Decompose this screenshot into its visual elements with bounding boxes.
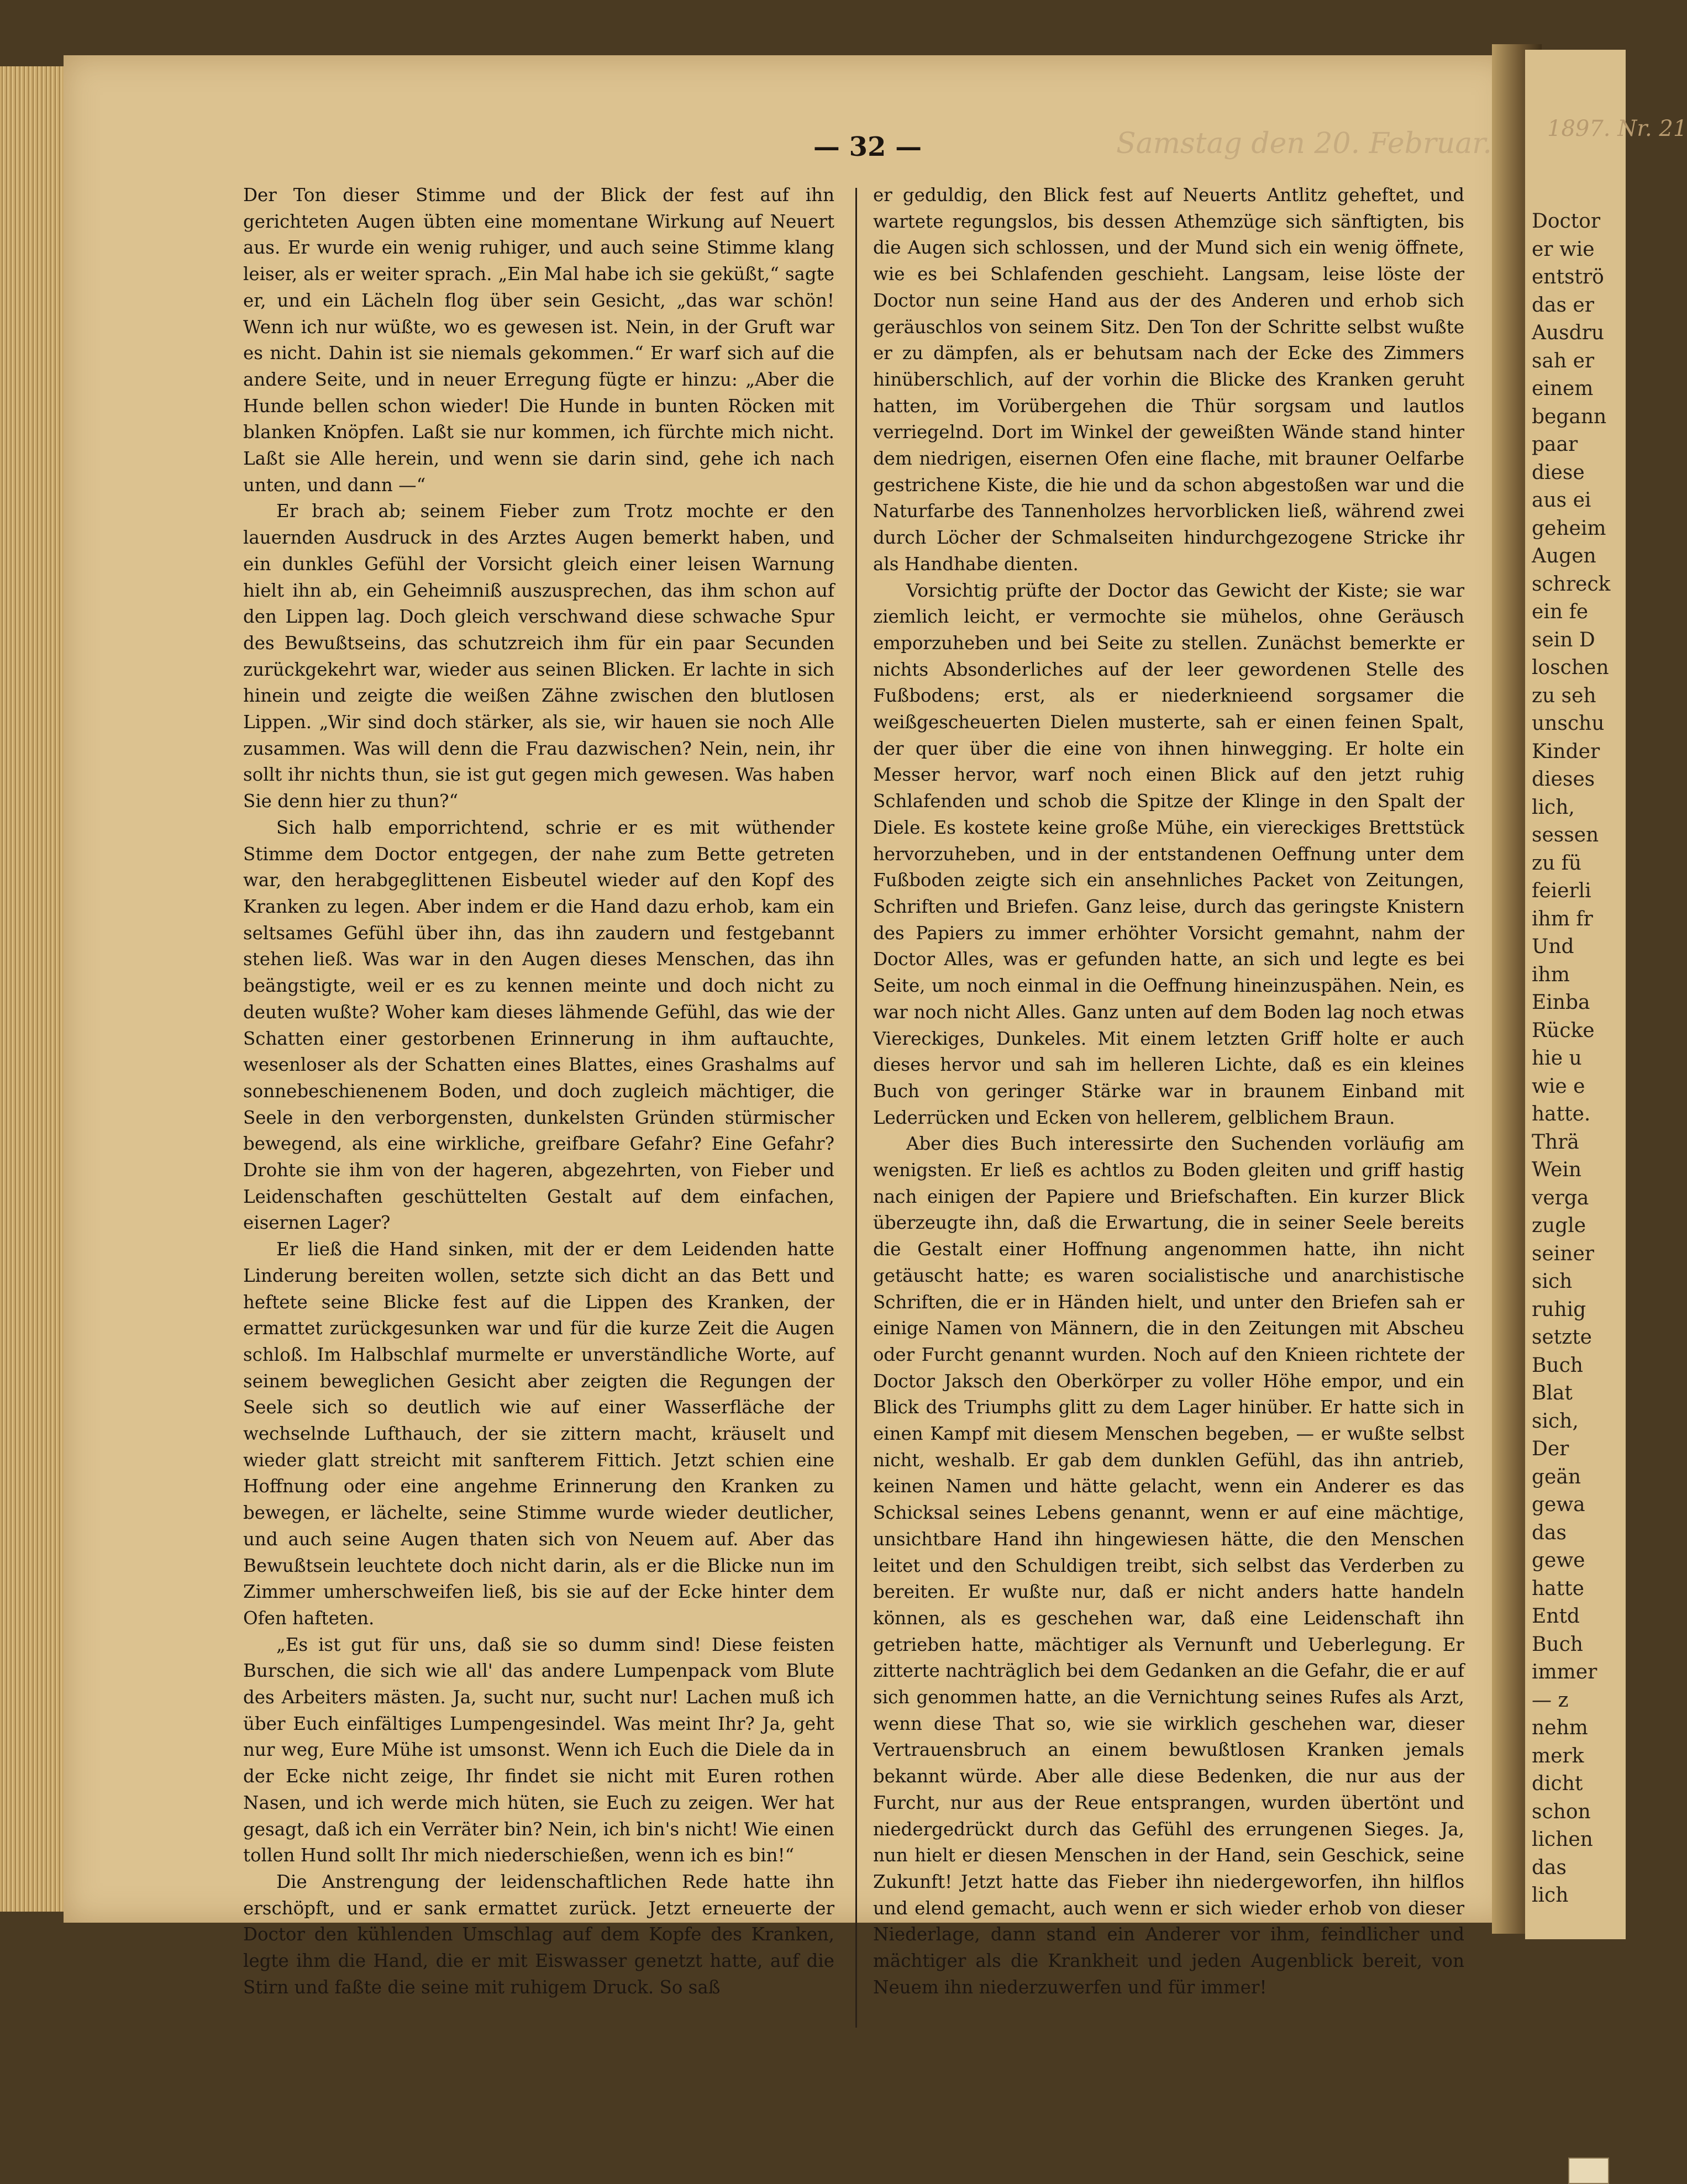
next-page-fragment: sich, [1532,1409,1579,1433]
paragraph: Sich halb emporrichtend, schrie er es mit wüthender Stimme dem Doctor entgegen, der nahe zum Bette getreten war, den herabgeglittenen Eisbeutel wieder auf den Kopf des Kranken zu legen. Aber indem er die Hand dazu erhob, kam ein seltsames Gefühl über ihn, das ihn zaudern und festgebannt stehen ließ. Was war in den Augen dieses Menschen, das ihn beängstigte, weil er es zu kennen meinte und doch nicht zu deuten wußte? Woher kam dieses lähmende Gefühl, das wie der Schatten einer gestorbenen Erinnerung in ihm auftauchte, wesenloser als der Schatten eines Blattes, eines Grashalms auf sonnebeschienenem Boden, und doch zugleich mächtiger, die Seele in den verborgensten, dunkelsten Gründen stürmischer bewegend, als eine wirkliche, greifbare Gefahr? Eine Gefahr? Drohte sie ihm von der hageren, abgezehrten, von Fieber und Leidenschaften geschüttelten Gestalt auf dem einfachen, eisernen Lager? [243,817,834,1234]
next-page-fragment: paar [1532,433,1578,456]
next-page-faded-header: 1897. Nr. 21 [1547,116,1687,141]
next-page-fragment: Entd [1532,1605,1580,1628]
next-page-fragment: nehm [1532,1717,1588,1739]
next-page-fragment: ein fe [1532,601,1589,623]
next-page-fragment: sein D [1532,628,1595,651]
paragraph: Er ließ die Hand sinken, mit der er dem Leidenden hatte Linderung bereiten wollen, setzte sich dicht an das Bett und heftete seine Blicke fest auf die Lippen des Kranken, der ermattet zurückgesunken war und für die kurze Zeit die Augen schloß. Im Halbschlaf murmelte er unverständliche Worte, auf seinem beweglichen Gesicht aber zeigten die Regungen der Seele sich so deutlich wie auf einer Wasserfläche der wechselnde Lufthauch, der sie zittern macht, kräuselt und wieder glatt streicht mit sanfterem Fittich. Jetzt schien eine Hoffnung oder eine angehme Erinnerung den Kranken zu bewegen, er lächelte, seine Stimme wurde wieder deutlicher, und auch seine Augen thaten sich von Neuem auf. Aber das Bewußtsein leuchtete doch nicht darin, als er die Blicke nun im Zimmer umherschweifen ließ, bis sie auf der Ecke hinter dem Ofen hafteten. [243,1239,834,1629]
page-number: — 32 — [813,131,922,162]
next-page-fragment: Kinder [1532,740,1600,763]
next-page-fragment: schon [1532,1800,1591,1823]
next-page-fragment: seiner [1532,1242,1594,1265]
next-page-fragment: feierli [1532,880,1591,902]
paragraph: Vorsichtig prüfte der Doctor das Gewicht der Kiste; sie war ziemlich leicht, er vermochte sie mühelos, ohne Geräusch emporzuheben und bei Seite zu stellen. Zunächst bemerkte er nichts Absonderliches auf der leer gewordenen Stelle des Fußbodens; erst, als er niederknieend sorgsamer die weißgescheuerten Dielen musterte, sah er einen feinen Spalt, der quer über die eine von ihnen hinwegging. Er holte ein Messer hervor, warf noch einen Blick auf den jetzt ruhig Schlafenden und schob die Spitze der Klinge in den Spalt der Diele. Es kostete keine große Mühe, ein viereckiges Brettstück hervorzuheben, und in der entstandenen Oeffnung unter dem Fußboden zeigte sich ein ansehnliches Packet von Zeitungen, Schriften und Briefen. Ganz leise, durch das geringste Knistern des Papiers zu immer erhöhter Vorsicht gemahnt, nahm der Doctor Alles, was er gefunden hatte, an sich und legte es bei Seite, um noch einmal in die Oeffnung hineinzuspähen. Nein, es war noch nicht Alles. Ganz unten auf dem Boden lag noch etwas Viereckiges, Dunkeles. Mit einem letzten Griff holte er auch dieses hervor und sah im helleren Lichte, daß es ein kleines Buch von geringer Stärke war in braunem Einband mit Lederrücken und Ecken von hellerem, gelblichem Braun. [873,580,1464,1128]
left-text-column [243,182,834,2001]
next-page-fragment: geheim [1532,517,1606,540]
next-page-fragment: verga [1532,1186,1589,1209]
next-page-fragment: Und [1532,935,1574,958]
next-page-fragment: zu fü [1532,851,1582,875]
next-page-fragment: Wein [1532,1159,1582,1181]
faded-show-through-header: Samstag den 20. Februar. [1116,127,1492,160]
next-page-fragment: sessen [1532,824,1599,846]
next-page-fragment: loschen [1532,656,1609,679]
next-page-fragment: begann [1532,405,1607,428]
paragraph: Der Ton dieser Stimme und der Blick der fest auf ihn gerichteten Augen übten eine momentane Wirkung auf Neuert aus. Er wurde ein wenig ruhiger, und auch seine Stimme klang leiser, als er weiter sprach. „Ein Mal habe ich sie geküßt,“ sagte er, und ein Lächeln flog über sein Gesicht, „das war schön! Wenn ich nur wüßte, wo es gewesen ist. Nein, in der Gruft war es nicht. Dahin ist sie niemals gekommen.“ Er warf sich auf die andere Seite, und in neuer Erregung fügte er hinzu: „Aber die Hunde bellen schon wieder! Die Hunde in bunten Röcken mit blanken Knöpfen. Laßt sie nur kommen, ich fürchte mich nicht. Laßt sie Alle herein, und wenn sie darin sind, gehe ich nach unten, und dann —“ [243,185,834,496]
next-page-fragment: geän [1532,1465,1581,1488]
next-page-fragment: merk [1532,1744,1584,1767]
next-page-strip [1525,50,1687,1939]
paper-tab [1568,2157,1609,2184]
right-text-column [873,182,1464,2001]
next-page-fragment: sah er [1532,349,1595,372]
next-page-fragment: sich [1532,1270,1573,1293]
next-page-fragment: Der [1532,1438,1569,1460]
next-page-fragment: das [1532,1521,1567,1544]
next-page-fragment: zu seh [1532,684,1596,707]
next-page-fragment: hie u [1532,1047,1582,1070]
next-page-fragment: ruhig [1532,1298,1586,1321]
next-page-fragment: gewa [1532,1493,1585,1516]
next-page-fragment: zugle [1532,1214,1586,1237]
next-page-fragment: diese [1532,461,1585,484]
next-page-fragment: Augen [1532,545,1596,567]
next-page-fragment: Blat [1532,1382,1573,1404]
next-page-fragment: das er [1532,293,1594,317]
paragraph: „Es ist gut für uns, daß sie so dumm sind! Diese feisten Burschen, die sich wie all' das andere Lumpenpack vom Blute des Arbeiters mästen. Ja, sucht nur, sucht nur! Lachen muß ich über Euch einfältiges Lumpengesindel. Was meint Ihr? Ja, geht nur weg, Eure Mühe ist umsonst. Wenn ich Euch die Diele da in der Ecke nicht zeige, Ihr findet sie nicht mit Euren rothen Nasen, und ich werde mich hüten, sie Euch zu zeigen. Wer hat gesagt, daß ich ein Verräter bin? Nein, ich bin's nicht! Wie einen tollen Hund sollt Ihr mich niederschießen, wenn ich es bin!“ [243,1634,834,1866]
next-page-fragment: wie e [1532,1075,1585,1098]
next-page-fragment: aus ei [1532,489,1591,512]
next-page-fragment: unschu [1532,712,1605,735]
next-page-fragment: dicht [1532,1772,1583,1795]
book-page-edges [0,66,66,1912]
paragraph: Die Anstrengung der leidenschaftlichen Rede hatte ihn erschöpft, und er sank ermattet zurück. Jetzt erneuerte der Doctor den kühlenden Umschlag auf dem Kopfe des Kranken, legte ihm die Hand, die er mit Eiswasser genetzt hatte, auf die Stirn und faßte die seine mit ruhigem Druck. So saß [243,1871,834,1998]
next-page-fragment: das [1532,1856,1567,1879]
next-page-fragment: ihm fr [1532,907,1593,930]
next-page-fragment: hatte. [1532,1103,1591,1125]
next-page-fragment: Ausdru [1532,322,1605,344]
next-page-fragment: Buch [1532,1633,1583,1656]
paragraph: Aber dies Buch interessirte den Suchenden vorläufig am wenigsten. Er ließ es achtlos zu Boden gleiten und griff hastig nach einigen der Papiere und Briefschaften. Ein kurzer Blick überzeugte ihn, daß die Erwartung, die in seiner Seele bereits die Gestalt einer Hoffnung angenommen hatte, ihn nicht getäuscht hatte; es waren socialistische und anarchistische Schriften, die er in Händen hielt, und unter den Briefen sah er einige Namen von Männern, die in den Zeitungen mit Abscheu oder Furcht genannt wurden. Noch auf den Knieen richtete der Doctor Jaksch den Oberkörper zu voller Höhe empor, und ein Blick des Triumphs glitt zu dem Lager hinüber. Er hatte sich in einen Kampf mit diesem Menschen begeben, — er wußte selbst nicht, weshalb. Er gab dem dunklen Gefühl, das ihn antrieb, keinen Namen und hätte gelacht, wenn ein Anderer es das Schicksal seines Lebens genannt, wenn er auf eine mächtige, unsichtbare Hand ihn hingewiesen hätte, die den Menschen leitet und den Schuldigen treibt, sich selbst das Verderben zu bereiten. Er wußte nur, daß er nicht anders hatte handeln können, als es geschehen war, daß eine Leidenschaft ihn getrieben hatte, mächtiger als Vernunft und Ueberlegung. Er zitterte nachträglich bei dem Gedanken an die Gefahr, die er auf sich genommen hatte, an die Vernichtung seines Rufes als Arzt, wenn diese That so, wie sie wirklich geschehen war, dieser Vertrauensbruch an einem bewußtlosen Kranken jemals bekannt würde. Aber alle diese Bedenken, die nur aus der Furcht, nur aus der Reue entsprangen, wurden übertönt und niedergedrückt durch das Gefühl des errungenen Sieges. Ja, nun hielt er diesen Menschen in der Hand, sein Geschick, seine Zukunft! Jetzt hatte das Fieber ihn niedergeworfen, ihn hilflos und elend gemacht, auch wenn er sich wieder erhob von dieser Niederlage, dann stand ein Anderer vor ihm, feindlicher und mächtiger als die Krankheit und jeden Augenblick bereit, von Neuem ihn niederzuwerfen und für immer! [873,1133,1464,1998]
next-page-fragment: dieses [1532,768,1595,791]
next-page-fragment: lich, [1532,796,1575,819]
next-page-fragment: immer [1532,1661,1597,1683]
paragraph: er geduldig, den Blick fest auf Neuerts Antlitz geheftet, und wartete regungslos, bis dessen Athemzüge sich sänftigten, bis die Augen sich schlossen, und der Mund sich ein wenig öffnete, wie es bei Schlafenden geschieht. Langsam, leise löste der Doctor nun seine Hand aus der des Anderen und erhob sich geräuschlos von seinem Sitz. Den Ton der Schritte selbst wußte er zu dämpfen, als er behutsam nach der Ecke des Zimmers hinüberschlich, auf der vorhin die Blicke des Kranken geruht hatten, im Vorübergehen die Thür sorgsam und lautlos verriegelnd. Dort im Winkel der geweißten Wände stand hinter dem niedrigen, eisernen Ofen eine flache, mit brauner Oelfarbe gestrichene Kiste, die hie und da schon abgestoßen war und die Naturfarbe des Tannenholzes hervorblicken ließ, während zwei durch Löcher der Schmalseiten hindurchgezogene Stricke ihr als Handhabe dienten. [873,185,1464,575]
next-page-fragment: entströ [1532,266,1604,288]
next-page-fragment: Rücke [1532,1019,1595,1042]
next-page-fragment: Thrä [1532,1130,1579,1154]
next-page-fragment: einem [1532,377,1594,400]
next-page-fragment: ihm [1532,963,1570,986]
next-page-fragment: schreck [1532,572,1611,596]
next-page-fragment: Doctor [1532,210,1601,233]
next-page-fragment: Buch [1532,1354,1583,1377]
column-divider [855,188,857,2028]
next-page-fragment: hatte [1532,1577,1584,1600]
next-page-fragment: lich [1532,1884,1569,1907]
next-page-fragment: setzte [1532,1326,1592,1349]
next-page-fragment: lichen [1532,1828,1593,1851]
next-page-fragment: — z [1532,1688,1569,1712]
next-page-fragment: gewe [1532,1549,1585,1572]
next-page-fragment: Einba [1532,991,1590,1014]
next-page-fragment: er wie [1532,238,1595,261]
paragraph: Er brach ab; seinem Fieber zum Trotz mochte er den lauernden Ausdruck in des Arztes Augen bemerkt haben, und ein dunkles Gefühl der Vorsicht gleich einer leisen Warnung hielt ihn ab, ein Geheimniß auszusprechen, das ihm schon auf den Lippen lag. Doch gleich verschwand diese schwache Spur des Bewußtseins, das schutzreich ihm für ein paar Secunden zurückgekehrt war, wieder aus seinen Blicken. Er lachte in sich hinein und zeigte die weißen Zähne zwischen den blutlosen Lippen. „Wir sind doch stärker, als sie, wir hauen sie noch Alle zusammen. Was will denn die Frau dazwischen? Nein, nein, ihr sollt ihr nichts thun, sie ist gut gegen mich gewesen. Was haben Sie denn hier zu thun?“ [243,501,834,812]
